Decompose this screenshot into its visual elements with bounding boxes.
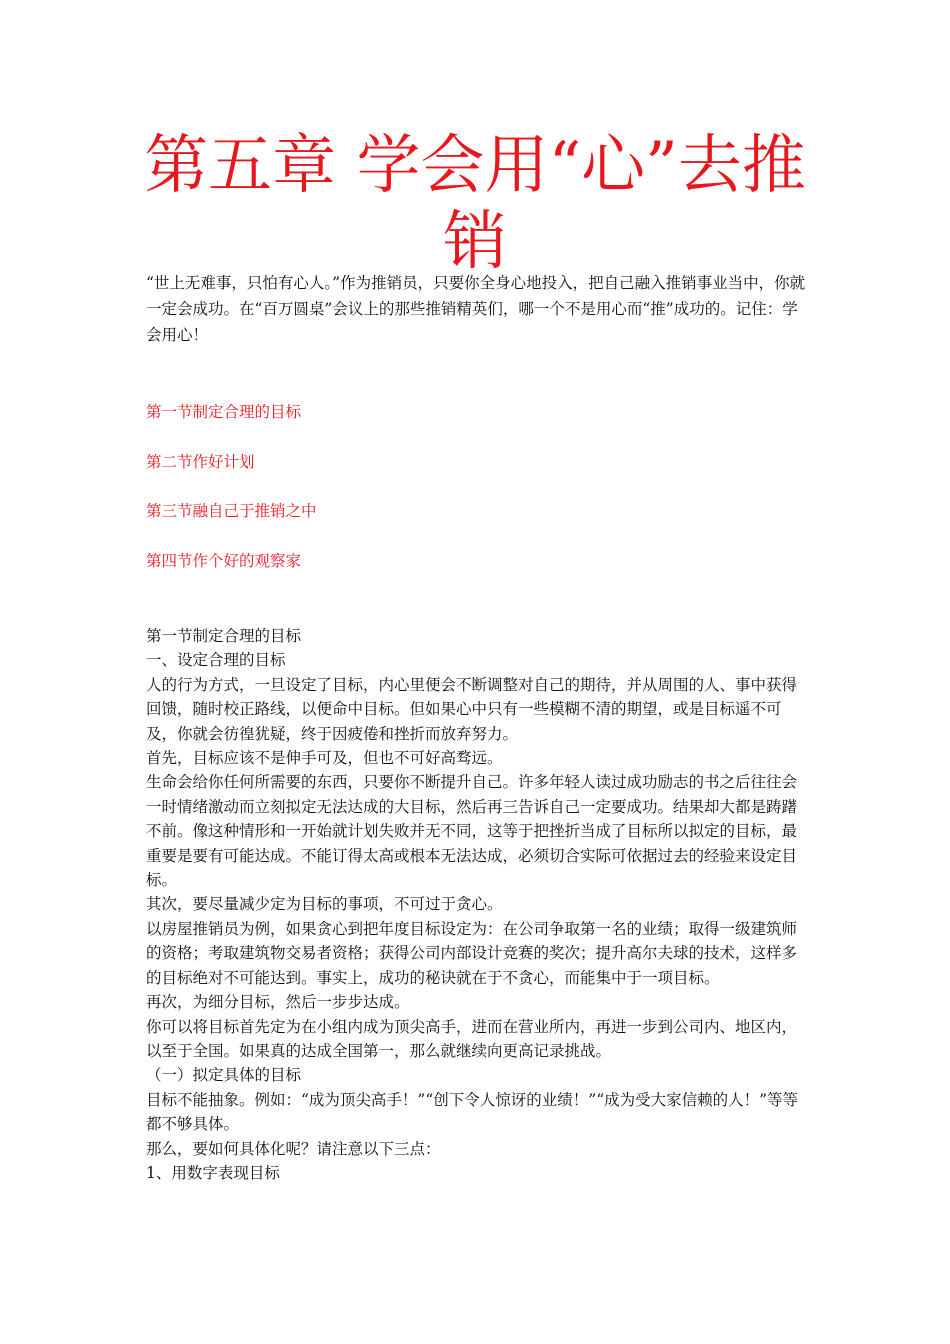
chapter-title: 第五章 学会用“心”去推销	[144, 129, 806, 279]
toc-item-section-4[interactable]: 第四节作个好的观察家	[146, 552, 302, 570]
intro-paragraph: “世上无难事，只怕有心人。”作为推销员，只要你全身心地投入，把自己融入推销事业当中，你就一定会成功。在“百万圆桌”会议上的那些推销精英们，哪一个不是用心而“推”成功的。记住：学会用心！	[146, 274, 806, 344]
toc-item-section-3[interactable]: 第三节融自己于推销之中	[146, 502, 317, 520]
subsection-heading: 一、设定合理的目标	[146, 651, 286, 670]
list-item: 1、用数字表现目标	[146, 1163, 280, 1182]
body-paragraph: 人的行为方式，一旦设定了目标，内心里便会不断调整对自己的期待，并从周围的人、事中获得回馈，随时校正路线，以便命中目标。但如果心中只有一些模糊不清的期望，或是目标遥不可及，你就会彷徨犹疑，终于因疲倦和挫折而放弃努力。	[146, 675, 798, 743]
section-heading: 第一节制定合理的目标	[146, 627, 302, 645]
toc-item-section-1[interactable]: 第一节制定合理的目标	[146, 403, 302, 421]
body-paragraph: 首先，目标应该不是伸手可及，但也不可好高骛远。	[146, 749, 503, 768]
body-paragraph: 目标不能抽象。例如：“成为顶尖高手！”“创下令人惊讶的业绩！”“成为受大家信赖的人！”等等都不够具体。	[146, 1090, 799, 1134]
body-paragraph: 那么，要如何具体化呢？请注意以下三点：	[146, 1139, 441, 1158]
subsection-heading: （一）拟定具体的目标	[146, 1066, 302, 1085]
section-body	[146, 624, 810, 1185]
toc-item-section-2[interactable]: 第二节作好计划	[146, 453, 255, 471]
body-paragraph: 以房屋推销员为例，如果贪心到把年度目标设定为：在公司争取第一名的业绩；取得一级建筑师的资格；考取建筑物交易者资格；获得公司内部设计竞赛的奖次；提升高尔夫球的技术，这样多的目标绝对不可能达到。事实上，成功的秘诀就在于不贪心，而能集中于一项目标。	[146, 919, 798, 987]
body-paragraph: 生命会给你任何所需要的东西，只要你不断提升自己。许多年轻人读过成功励志的书之后往往会一时情绪激动而立刻拟定无法达成的大目标，然后再三告诉自己一定要成功。结果却大都是踌躇不前。像这种情形和一开始就计划失败并无不同，这等于把挫折当成了目标所以拟定的目标，最重要是要有可能达成。不能订得太高或根本无法达成，必须切合实际可依据过去的经验来设定目标。	[146, 773, 798, 890]
body-paragraph: 再次，为细分目标，然后一步步达成。	[146, 993, 410, 1012]
body-paragraph: 其次，要尽量减少定为目标的事项，不可过于贪心。	[146, 895, 503, 914]
body-paragraph: 你可以将目标首先定为在小组内成为顶尖高手，进而在营业所内，再进一步到公司内、地区内，以至于全国。如果真的达成全国第一，那么就继续向更高记录挑战。	[146, 1017, 798, 1060]
